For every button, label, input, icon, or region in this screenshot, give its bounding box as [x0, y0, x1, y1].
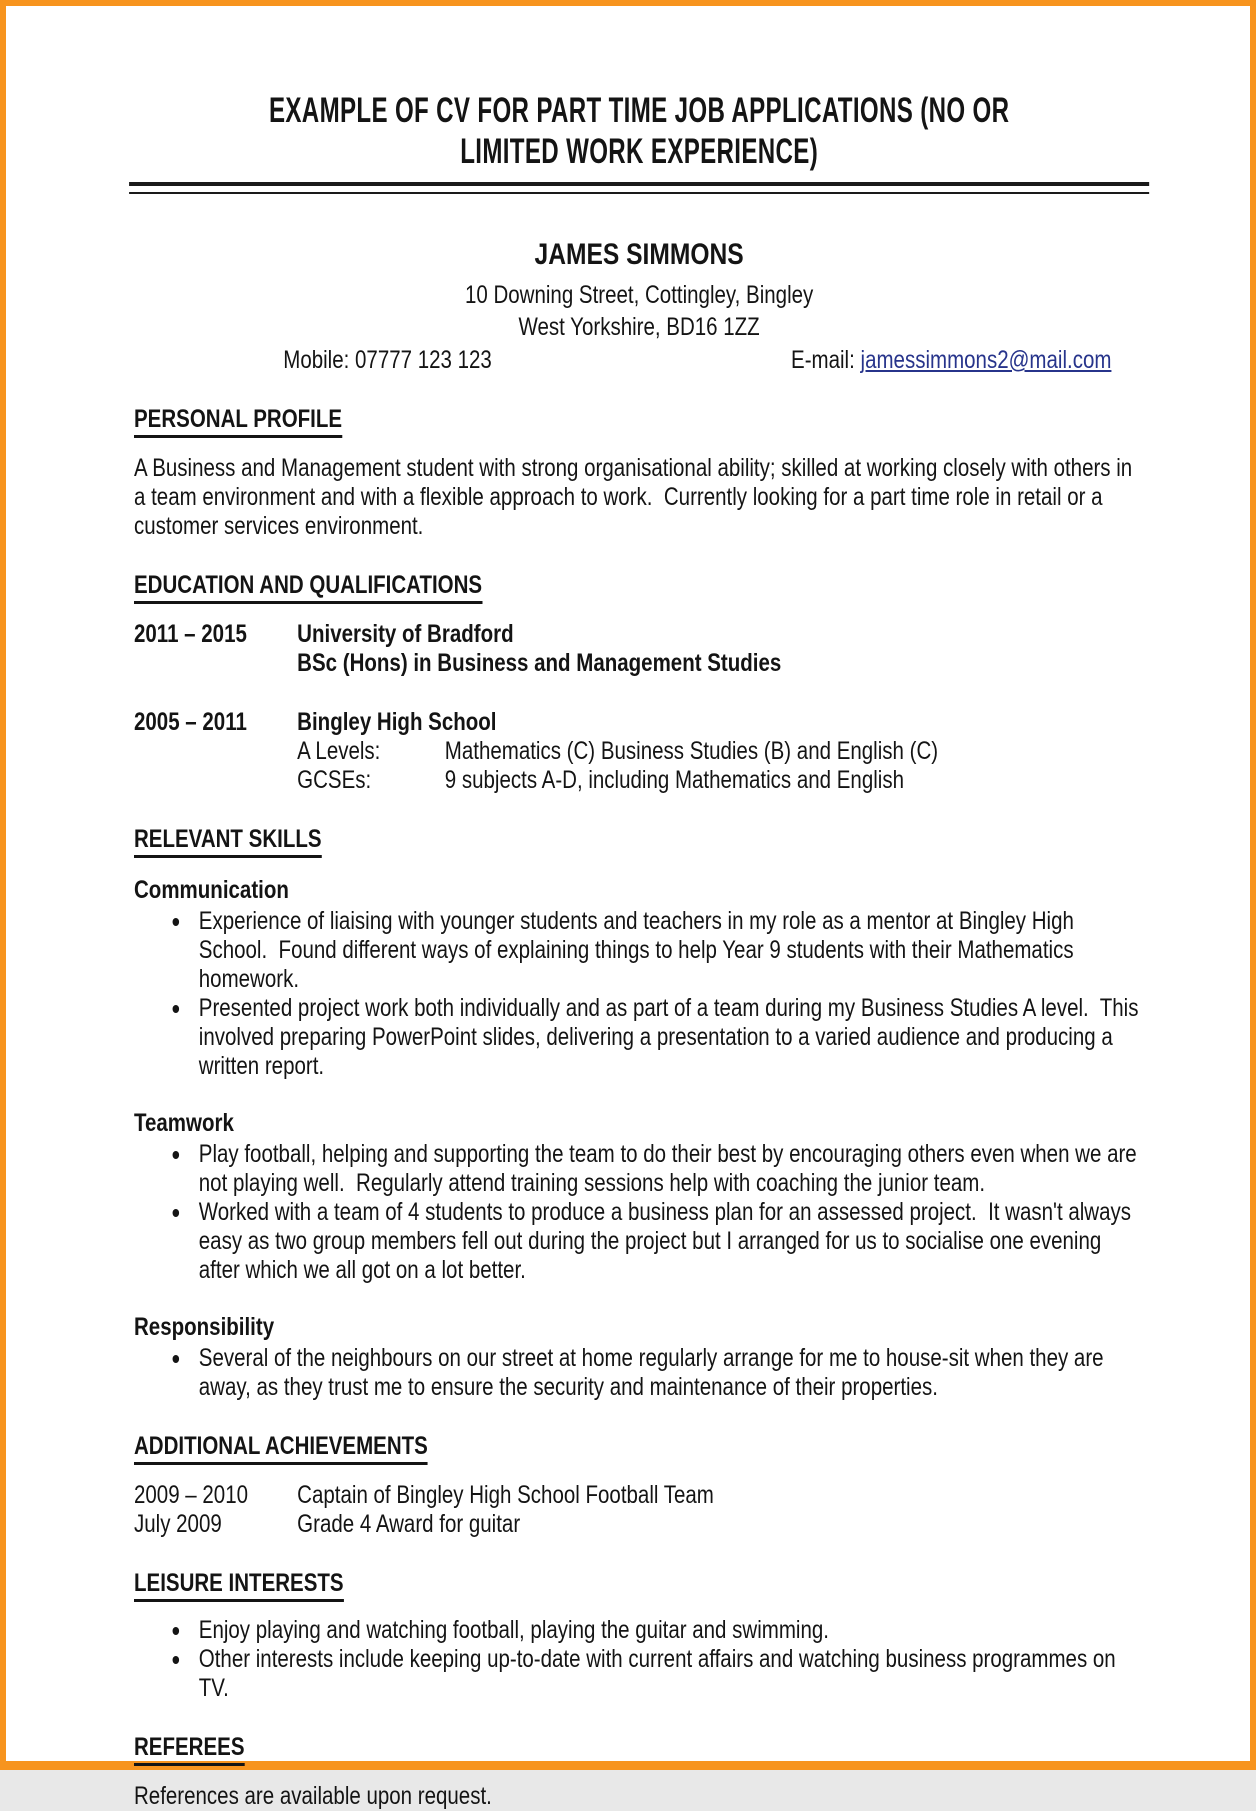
education-institution: University of Bradford: [297, 620, 514, 648]
education-dates: 2011 – 2015: [134, 620, 247, 648]
bullet-item: Other interests include keeping up-to-date with current affairs and watching business programmes on TV.: [134, 1645, 1144, 1703]
skill-title-teamwork: Teamwork: [134, 1109, 234, 1137]
section-leisure-interests: [134, 1569, 1144, 1602]
education-institution: Bingley High School: [297, 708, 497, 736]
education-detail: [297, 620, 1144, 678]
education-result-label: A Levels:: [297, 737, 381, 765]
bullet-item: Several of the neighbours on our street at home regularly arrange for me to house-sit when they are away, as they trust me to ensure the security and maintenance of their properties.: [134, 1344, 1144, 1402]
section-referees: [134, 1733, 1144, 1766]
skill-title-communication: Communication: [134, 876, 289, 904]
mobile-label: Mobile:: [283, 346, 350, 374]
document-title-line2: LIMITED WORK EXPERIENCE): [460, 132, 819, 171]
section-heading-additional-achievements: ADDITIONAL ACHIEVEMENTS: [134, 1432, 428, 1465]
skill-title-responsibility: Responsibility: [134, 1313, 275, 1341]
education-result-row: [297, 737, 1144, 766]
teamwork-bullet-list: [134, 1140, 1144, 1285]
section-personal-profile: [134, 405, 1144, 438]
document-title: [134, 90, 1144, 172]
education-result-value: 9 subjects A-D, including Mathematics and English: [444, 766, 904, 794]
email-label: E-mail:: [791, 346, 855, 374]
bullet-item: Worked with a team of 4 students to produce a business plan for an assessed project. It wasn't always easy as two group members fell out during the project but I arranged for us to socialise one evening after which we all got on a lot better.: [134, 1198, 1144, 1285]
section-heading-referees: REFEREES: [134, 1733, 245, 1766]
bullet-item: Presented project work both individually and as part of a team during my Business Studies A level. This involved preparing PowerPoint slides, delivering a presentation to a varied audience and producing a written report.: [134, 994, 1144, 1081]
bullet-item: Play football, helping and supporting the team to do their best by encouraging others even when we are not playing well. Regularly attend training sessions help with coaching the junior team.: [134, 1140, 1144, 1198]
bullet-item: Enjoy playing and watching football, playing the guitar and swimming.: [134, 1616, 1144, 1645]
address-line-2: West Yorkshire, BD16 1ZZ: [518, 313, 760, 341]
email: [791, 346, 1111, 375]
responsibility-bullet-list: [134, 1344, 1144, 1402]
section-relevant-skills: [134, 825, 1144, 858]
address-line-1: 10 Downing Street, Cottingley, Bingley: [464, 281, 814, 309]
bullet-item: Experience of liaising with younger students and teachers in my role as a mentor at Bingley High School. Found different ways of explaining things to help Year 9 students with their Mathematics homework.: [134, 907, 1144, 994]
section-education: [134, 571, 1144, 604]
cv-content: [134, 90, 1144, 1811]
achievement-row: [134, 1510, 1144, 1539]
section-heading-relevant-skills: RELEVANT SKILLS: [134, 825, 322, 858]
document-title-line1: EXAMPLE OF CV FOR PART TIME JOB APPLICATIONS (NO OR: [268, 91, 1010, 130]
title-divider-thick: [129, 182, 1149, 186]
referees-text: References are available upon request.: [134, 1782, 492, 1810]
skill-group-communication: [134, 876, 1144, 1081]
title-divider-thin: [129, 192, 1149, 194]
education-result-row: [297, 766, 1144, 795]
education-qualification: BSc (Hons) in Business and Management Studies: [297, 649, 782, 677]
achievement-dates: July 2009: [134, 1510, 222, 1538]
achievement-dates: 2009 – 2010: [134, 1481, 249, 1509]
leisure-bullet-list: [134, 1616, 1144, 1703]
section-heading-education: EDUCATION AND QUALIFICATIONS: [134, 571, 482, 604]
education-result-label: GCSEs:: [297, 766, 372, 794]
education-dates: 2005 – 2011: [134, 708, 247, 736]
skill-group-responsibility: [134, 1313, 1144, 1402]
candidate-name: JAMES SIMMONS: [534, 238, 744, 271]
communication-bullet-list: [134, 907, 1144, 1081]
section-additional-achievements: [134, 1432, 1144, 1465]
section-heading-personal-profile: PERSONAL PROFILE: [134, 405, 342, 438]
skill-group-teamwork: [134, 1109, 1144, 1285]
mobile-number: [283, 346, 492, 375]
contact-row: [134, 346, 1144, 375]
personal-profile-text: A Business and Management student with strong organisational ability; skilled at working closely with others in a team environment and with a flexible approach to work. Currently looking for a part time role in retail or a customer services environment.: [134, 454, 1138, 540]
achievement-text: Captain of Bingley High School Football Team: [297, 1481, 714, 1509]
education-result-value: Mathematics (C) Business Studies (B) and English (C): [444, 737, 939, 765]
education-entry: [134, 708, 1144, 795]
education-entry: [134, 620, 1144, 678]
email-link[interactable]: jamessimmons2@mail.com: [860, 346, 1112, 374]
achievement-row: [134, 1481, 1144, 1510]
section-heading-leisure-interests: LEISURE INTERESTS: [134, 1569, 344, 1602]
achievement-text: Grade 4 Award for guitar: [297, 1510, 521, 1538]
mobile-value: 07777 123 123: [355, 346, 492, 374]
education-detail: [297, 708, 1144, 795]
